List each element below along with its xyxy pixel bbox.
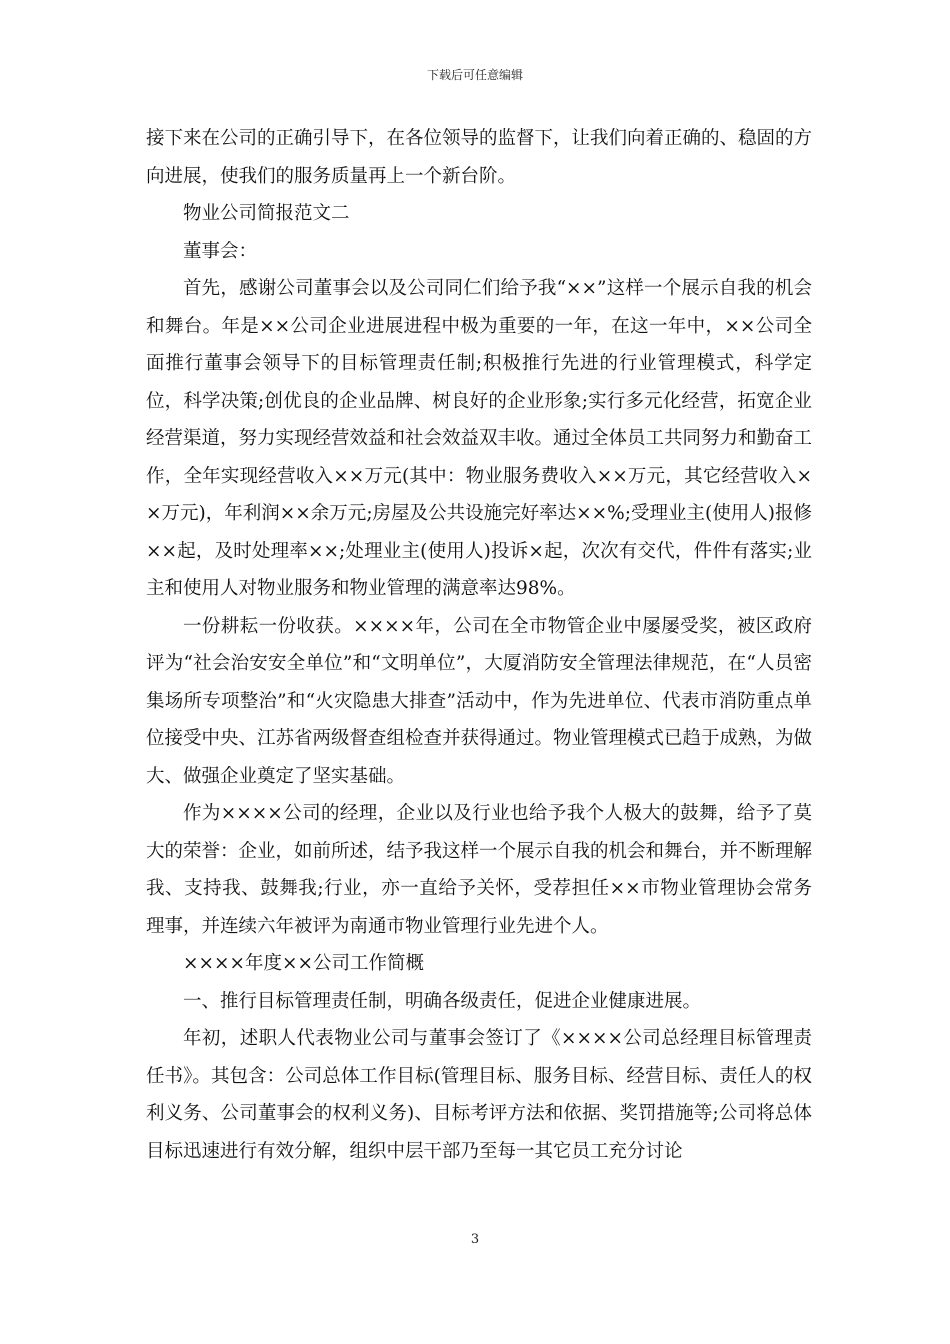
section-heading: 一、推行目标管理责任制，明确各级责任，促进企业健康进展。 — [183, 990, 702, 1012]
paragraph: 作为××××公司的经理，企业以及行业也给予我个人极大的鼓舞，给予了莫大的荣誉：企业，如前所述，结予我这样一个展示自我的机会和舞台，并不断理解我、支持我、鼓舞我;行业，亦一直给予关怀，受荐担任××市物业管理协会常务理事，并连续六年被评为南通市物业管理行业先进个人。 — [146, 803, 813, 937]
section-title: ××××年度××公司工作简概 — [183, 953, 425, 974]
page-number: 3 — [470, 1232, 480, 1247]
paragraph: 首先，感谢公司董事会以及公司同仁们给予我“××”这样一个展示自我的机会和舞台。年是××公司企业进展进程中极为重要的一年，在这一年中，××公司全面推行董事会领导下的目标管理责任制;积极推行先进的行业管理模式，科学定位，科学决策;创优良的企业品牌、树良好的企业形象;实行多元化经营，拓宽企业经营渠道，努力实现经营效益和社会效益双丰收。通过全体员工共同努力和勤奋工作，全年实现经营收入××万元(其中：物业服务费收入××万元，其它经营收入××万元)，年利润××余万元;房屋及公共设施完好率达××%;受理业主(使用人)报修××起，及时处理率××;处理业主(使用人)投诉×起，次次有交代，件件有落实;业主和使用人对物业服务和物业管理的满意率达98%。 — [146, 278, 813, 599]
document-body — [146, 120, 812, 1170]
section-title: 物业公司简报范文二 — [183, 203, 350, 224]
salutation: 董事会： — [183, 240, 258, 262]
paragraph: 接下来在公司的正确引导下，在各位领导的监督下，让我们向着正确的、稳固的方向进展，使我们的服务质量再上一个新台阶。 — [146, 128, 813, 187]
paragraph: 年初，述职人代表物业公司与董事会签订了《××××公司总经理目标管理责任书》。其包含：公司总体工作目标(管理目标、服务目标、经营目标、责任人的权利义务、公司董事会的权利义务)、目标考评方法和依据、奖罚措施等;公司将总体目标迅速进行有效分解，组织中层干部乃至每一其它员工充分讨论 — [146, 1028, 812, 1162]
paragraph: 一份耕耘一份收获。××××年，公司在全市物管企业中屡屡受奖，被区政府评为“社会治安安全单位”和“文明单位”，大厦消防安全管理法律规范，在“人员密集场所专项整治”和“火灾隐患大排查”活动中，作为先进单位、代表市消防重点单位接受中央、江苏省两级督查组检查并获得通过。物业管理模式已趋于成熟，为做大、做强企业奠定了坚实基础。 — [146, 615, 813, 787]
page-header: 下载后可任意编辑 — [426, 68, 523, 82]
